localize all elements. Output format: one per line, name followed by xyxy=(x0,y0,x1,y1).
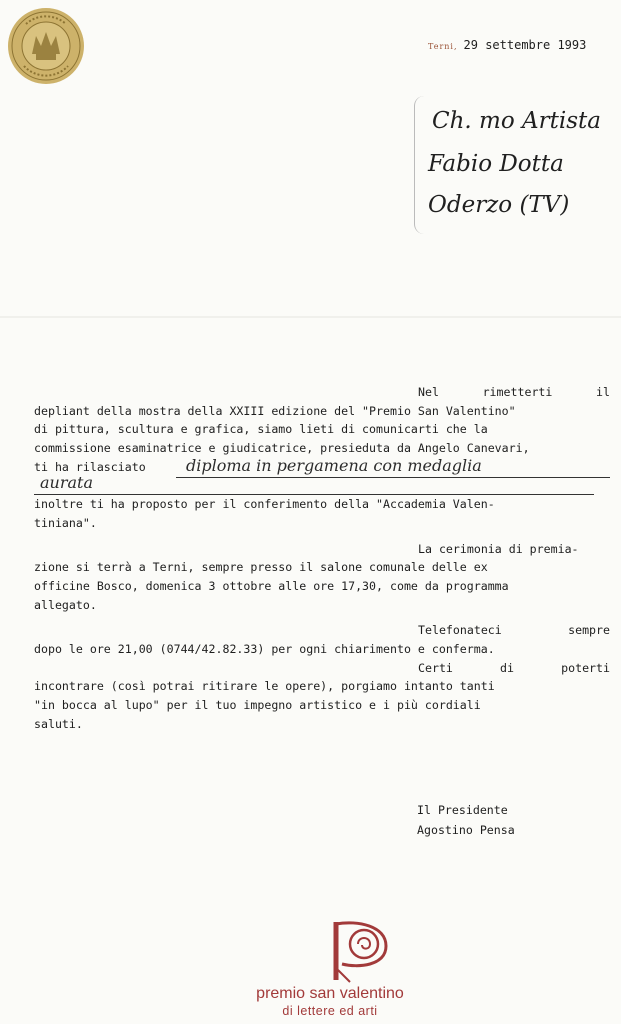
signature-name: Agostino Pensa xyxy=(417,823,515,837)
p3-first-line xyxy=(34,621,610,640)
award-prefix: ti ha rilasciato xyxy=(34,459,146,474)
recipient-line-2: Fabio Dotta xyxy=(428,151,564,177)
letter-body xyxy=(34,383,610,733)
p1-first-line xyxy=(34,383,610,402)
premio-logo-icon xyxy=(328,918,392,984)
p2-line: zione si terrà a Terni, sempre presso il salone comunale delle ex xyxy=(34,560,488,575)
p2-line: allegato. xyxy=(34,597,97,612)
footer-subtitle: di lettere ed arti xyxy=(282,1004,378,1018)
p4-line: "in bocca al lupo" per il tuo impegno artistico e i più cordiali xyxy=(34,698,481,712)
p1-line: commissione esaminatrice e giudicatrice, presieduta da Angelo Canevari, xyxy=(34,441,530,456)
signature-block xyxy=(417,800,515,840)
recipient-line-3: Oderzo (TV) xyxy=(428,192,570,218)
p2-first-line: La cerimonia di premia- xyxy=(418,541,579,556)
award-blank-line xyxy=(34,476,610,495)
award-handwriting-2: aurata xyxy=(40,473,93,492)
recipient-bracket xyxy=(414,96,429,234)
p1-line: di pittura, scultura e grafica, siamo lieti di comunicarti che la xyxy=(34,422,488,437)
p3-line: dopo le ore 21,00 (0744/42.82.33) per ogni chiarimento e conferma. xyxy=(34,641,495,656)
p1-word: Nel xyxy=(418,385,439,399)
award-underline-1 xyxy=(176,477,610,478)
city-label: Terni, xyxy=(428,42,458,51)
p4-line: incontrare (così potrai ritirare le opere), porgiamo intanto tanti xyxy=(34,679,495,694)
p4-first-line xyxy=(34,659,610,678)
award-handwriting-1: diploma in pergamena con medaglia xyxy=(186,456,482,475)
p4-word: di xyxy=(500,660,514,675)
letter-date: 29 settembre 1993 xyxy=(463,38,587,52)
p3-word: Telefonateci xyxy=(418,623,502,638)
recipient-line-1: Ch. mo Artista xyxy=(432,108,601,134)
p2-line: officine Bosco, domenica 3 ottobre alle ore 17,30, come da programma xyxy=(34,578,509,593)
seal-emblem-icon xyxy=(6,6,86,86)
dateline xyxy=(428,38,586,52)
p1-word: rimetterti xyxy=(482,385,553,399)
p1-word: il xyxy=(596,385,610,399)
paper-fold xyxy=(0,316,621,318)
footer-brand: premio san valentino xyxy=(256,985,404,1002)
p1-line: inoltre ti ha proposto per il conferimento della "Accademia Valen- xyxy=(34,497,495,512)
p1-line: depliant della mostra della XXIII edizione del "Premio San Valentino" xyxy=(34,403,516,418)
award-underline-2 xyxy=(34,494,594,495)
p1-line: tiniana". xyxy=(34,515,97,530)
p4-word: Certi xyxy=(418,660,453,675)
p3-word: sempre xyxy=(568,623,610,638)
p4-word: poterti xyxy=(561,660,610,675)
signature-title: Il Presidente xyxy=(417,803,508,817)
p4-line: saluti. xyxy=(34,716,83,731)
recipient-block xyxy=(414,96,614,234)
